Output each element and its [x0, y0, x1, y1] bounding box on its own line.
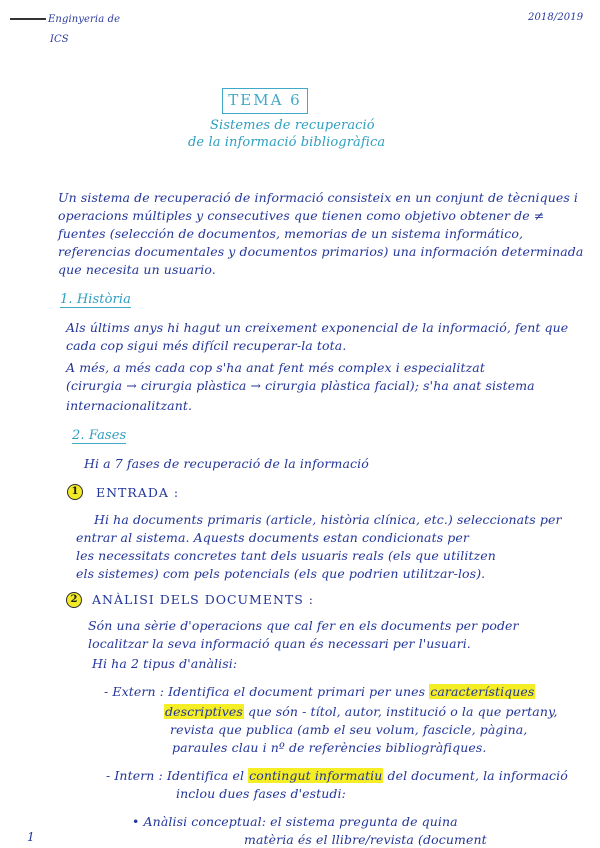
intern-line: [106, 768, 568, 783]
historia-line: cada cop sigui més difícil recuperar-la tota.: [66, 338, 347, 353]
entrada-line: els sistemes) com pels potencials (els que podrien utilitzar-los).: [76, 566, 486, 581]
top-rule: [10, 18, 46, 20]
extern-line: [104, 684, 535, 699]
analisi-line: Són una sèrie d'operacions que cal fer en els documents per poder: [88, 618, 519, 633]
analisi-line: Hi ha 2 tipus d'anàlisi:: [92, 656, 238, 671]
phase-heading-entrada: ENTRADA :: [96, 485, 180, 500]
number-2-badge: 2: [66, 592, 82, 608]
number-1-badge: 1: [67, 484, 83, 500]
section-heading-text: 1. Història: [60, 292, 131, 307]
extern-text: Identifica el document primari per unes: [168, 684, 426, 699]
intern-line: • Anàlisi conceptual: el sistema pregunta de quina: [132, 814, 458, 829]
section-heading-fases: [72, 428, 126, 443]
entrada-line: Hi ha documents primaris (article, història clínica, etc.) seleccionats per: [94, 512, 562, 527]
intro-line: referencias documentales y documentos primarios) una información determinada: [58, 244, 584, 259]
historia-line: internacionalitzant.: [66, 398, 193, 413]
intro-line: fuentes (selección de documentos, memorias de un sistema informático,: [58, 226, 524, 241]
phase-heading-analisi: ANÀLISI DELS DOCUMENTS :: [92, 592, 315, 607]
highlight: descriptives: [165, 704, 243, 719]
course-label: Enginyeria de: [48, 14, 121, 25]
subject-label: ICS: [50, 34, 69, 45]
intern-text: Identifica el: [166, 768, 245, 783]
historia-line: (cirurgia → cirurgia plàstica → cirurgia plàstica facial); s'ha anat sistema: [66, 378, 535, 393]
intro-line: Un sistema de recuperació de informació consisteix en un conjunt de tècniques i: [58, 190, 579, 205]
extern-line: [164, 704, 558, 719]
extern-line: revista que publica (amb el seu volum, fascicle, pàgina,: [170, 722, 528, 737]
highlight: característiques: [430, 684, 535, 699]
section-heading-historia: [60, 292, 131, 307]
title-box: [222, 88, 308, 114]
historia-line: A més, a més cada cop s'ha anat fent més complex i especialitzat: [66, 360, 485, 375]
intern-label: - Intern :: [106, 768, 163, 783]
extern-line: paraules clau i nº de referències bibliogràfiques.: [172, 740, 487, 755]
extern-text: que són - títol, autor, institució o la que pertany,: [247, 704, 558, 719]
intern-text: del document, la informació: [387, 768, 568, 783]
fases-line: Hi a 7 fases de recuperació de la informació: [84, 456, 369, 471]
extern-label: - Extern :: [104, 684, 165, 699]
intro-line: operacions múltiples y consecutives que tienen como objetivo obtener de ≠: [58, 208, 545, 223]
historia-line: Als últims anys hi hagut un creixement exponencial de la informació, fent que: [66, 320, 569, 335]
entrada-line: les necessitats concretes tant dels usuaris reals (els que utilitzen: [76, 548, 496, 563]
intern-line: inclou dues fases d'estudi:: [176, 786, 346, 801]
entrada-line: entrar al sistema. Aquests documents estan condicionats per: [76, 530, 469, 545]
page-title: TEMA 6: [228, 91, 302, 109]
year-label: 2018/2019: [528, 12, 584, 23]
subtitle-line-1: Sistemes de recuperació: [210, 118, 375, 133]
page-number: 1: [27, 830, 35, 844]
intro-line: que necesita un usuario.: [58, 262, 216, 277]
intern-line: matèria és el llibre/revista (document: [244, 832, 487, 847]
subtitle-line-2: de la informació bibliogràfica: [188, 135, 386, 150]
highlight: contingut informatiu: [249, 768, 383, 783]
analisi-line: localitzar la seva informació quan és necessari per l'usuari.: [88, 636, 471, 651]
section-heading-text: 2. Fases: [72, 428, 127, 443]
